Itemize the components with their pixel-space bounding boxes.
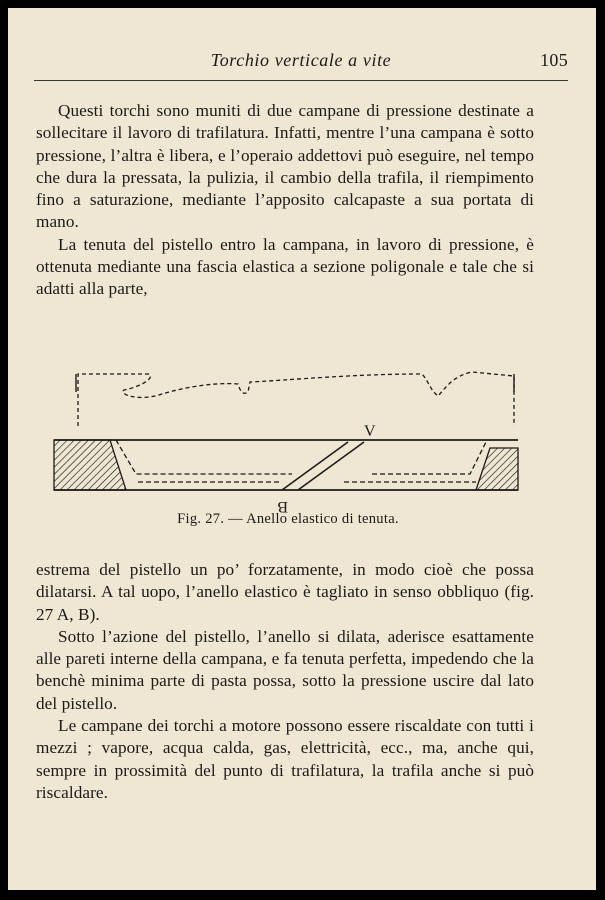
page-number: 105 (540, 50, 568, 70)
right-wall-section (476, 448, 518, 490)
oblique-cut-1 (282, 442, 348, 490)
book-page (8, 8, 596, 890)
paragraph: Questi torchi sono muniti di due campane di pressione destinate a sollecitare il lavoro di trafilatura. Infatti, mentre l’una campana è sotto pressione, l’altra è libera, e l’operaio addettovi può eseguire, nel tempo che dura la pressata, la pulizia, il cambio della trafila, il riempimento fino a saturazione, mediante l’apposito calcapaste a sua portata di mano. (36, 101, 534, 232)
paragraph: La tenuta del pistello entro la campana, in lavoro di pressione, è ottenuta mediante una fascia elastica a sezione poligonale e tale che si adatti alla parte, (36, 234, 534, 299)
paragraph: estrema del pistello un po’ forzatamente, in modo cioè che possa dilatarsi. A tal uopo, l’anello elastico è tagliato in senso obbliquo (fig. 27 A, B). (36, 560, 534, 624)
figure-27 (52, 370, 520, 515)
label-top: V (364, 423, 376, 440)
piston-outline (78, 372, 514, 426)
text-block-bottom (36, 559, 534, 804)
left-wall-section (54, 440, 126, 490)
text-block-top (36, 100, 534, 301)
oblique-cut-2 (298, 442, 364, 490)
running-title: Torchio verticale a vite (210, 50, 392, 70)
figure-caption: Fig. 27. — Anello elastico di tenuta. (177, 511, 399, 527)
running-header (34, 50, 568, 81)
ring-inner-profile (116, 440, 486, 474)
label-bottom: B (277, 498, 288, 515)
paragraph: Le campane dei torchi a motore possono essere riscaldate con tutti i mezzi ; vapore, acqua calda, gas, elettricità, ecc., ma, anche qui, sempre in prossimità del punto di trafilatura, la trafila anche si può riscaldare. (36, 716, 534, 802)
paragraph: Sotto l’azione del pistello, l’anello si dilata, aderisce esattamente alle pareti interne della campana, e fa tenuta perfetta, impedendo che la benchè minima parte di pasta possa, sotto la pressione uscire dal lato del pistello. (36, 626, 534, 713)
ring-diagram (52, 370, 520, 515)
